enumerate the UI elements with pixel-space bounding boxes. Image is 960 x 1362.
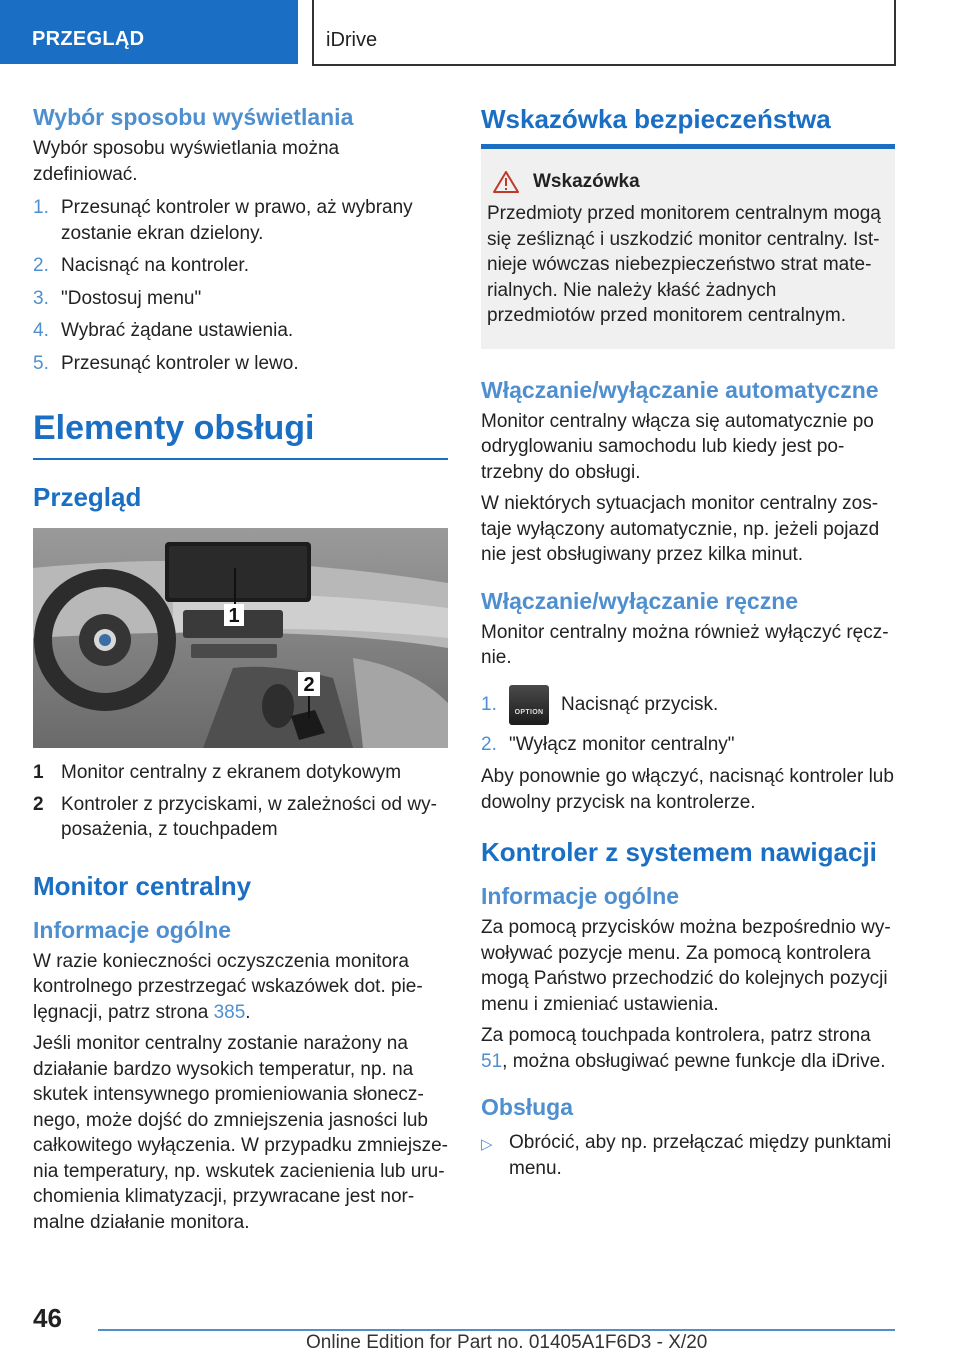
warning-text: Przedmioty przed monitorem centralnym mogą się ześliznąć i uszkodzić monitor centralny. Istnieje wówczas niebezpieczeństwo strat materialnych. Nie należy kłaść żadnych przedmiotów przed monitorem centralnym. (487, 203, 881, 326)
manual-after: Aby ponownie go włączyć, nacisnąć kontroler lub dowolny przycisk na kontrolerze. (481, 766, 894, 813)
step-item (33, 318, 448, 344)
legend-number: 1 (33, 762, 44, 783)
warning-title: Wskazówka (533, 171, 640, 192)
page-number: 46 (33, 1303, 62, 1333)
footer-rule (98, 1329, 895, 1331)
step-number: 2. (481, 733, 497, 755)
section-tab (0, 0, 298, 64)
monitor-heading: Monitor centralny (33, 870, 252, 901)
operation-list (481, 1130, 895, 1181)
step-item (481, 732, 895, 758)
controller-general-heading: Informacje ogólne (481, 883, 680, 909)
step-number: 5. (33, 352, 49, 374)
overview-heading: Przegląd (33, 482, 142, 512)
page-link-385[interactable]: 385 (213, 1001, 246, 1023)
warning-box (481, 149, 895, 349)
display-mode-intro: Wybór sposobu wyświetlania można zdefiniować. (33, 138, 340, 185)
step-text: Nacisnąć na kontroler. (61, 255, 249, 276)
chapter-title: iDrive (326, 29, 378, 51)
step-number: 2. (33, 255, 49, 276)
step-item (33, 286, 448, 312)
chapter-tab (312, 0, 896, 66)
legend-item (33, 792, 448, 843)
dashboard-illustration (33, 528, 448, 748)
display-mode-heading: Wybór sposobu wyświetlania (33, 104, 354, 130)
page-link-51[interactable]: 51 (481, 1050, 503, 1072)
step-number: 3. (33, 287, 49, 309)
left-column (33, 98, 448, 1241)
step-text: Wybrać żądane ustawienia. (61, 320, 294, 341)
dashboard-photo (33, 528, 448, 748)
operation-heading: Obsługa (481, 1094, 574, 1120)
section-title: PRZEGLĄD (32, 28, 145, 50)
manual-intro: Monitor centralny można również wyłączyć ręcznie. (481, 621, 889, 668)
step-text: Przesunąć kontroler w prawo, aż wybrany zostanie ekran dzielony. (61, 197, 413, 244)
step-item (33, 253, 448, 279)
option-icon-label: OPTION (514, 708, 544, 716)
step-item (481, 685, 895, 725)
controller-p2-end: , można obsługiwać pewne funkcje dla iDrive. (502, 1050, 886, 1072)
legend-text: Monitor centralny z ekranem dotykowym (61, 762, 402, 783)
legend-item (33, 760, 448, 786)
manual-steps (481, 685, 895, 758)
general-p1-end: . (245, 1001, 251, 1023)
figure-legend (33, 760, 448, 843)
step-text: "Wyłącz monitor centralny" (509, 733, 735, 755)
triangle-bullet-icon: ▷ (481, 1136, 493, 1153)
display-steps (33, 195, 448, 376)
operation-text: Obrócić, aby np. przełączać między punktami menu. (509, 1132, 892, 1179)
step-text: "Dostosuj menu" (61, 287, 202, 309)
footer-edition: Online Edition for Part no. 01405A1F6D3 - X/20 (306, 1332, 708, 1353)
step-number: 4. (33, 320, 49, 341)
step-text-label: Nacisnąć przycisk. (561, 693, 719, 715)
step-number: 1. (481, 693, 497, 715)
warning-triangle-icon (493, 171, 519, 193)
auto-paragraph-1: Monitor centralny włącza się automatycznie po odryglowaniu samochodu lub kiedy jest potrzebny do obsługi. (481, 410, 874, 483)
auto-paragraph-2: W niektórych sytuacjach monitor centralny zostaje wyłączony automatycznie, np. jeżeli pojazd nie jest obsługiwany przez kilka minut. (481, 493, 880, 565)
general-p1-text: W razie konieczności oczyszczenia monitora kontrolnego przestrzegać wskazówek dot. pielęgnacji, patrz strona (33, 950, 423, 1023)
general-paragraph-1 (33, 949, 448, 1026)
controller-p2-text: Za pomocą touchpada kontrolera, patrz strona (481, 1025, 871, 1046)
safety-heading: Wskazówka bezpieczeństwa (481, 104, 831, 134)
step-item (33, 195, 448, 246)
controller-paragraph-2 (481, 1023, 895, 1074)
auto-heading: Włączanie/wyłączanie automatyczne (481, 376, 879, 403)
controller-paragraph-1: Za pomocą przycisków można bezpośrednio wywoływać pozycje menu. Za pomocą kontrolera mogą Państwo przechodzić do kolejnych pozycji menu i zmieniać ustawienia. (481, 917, 891, 1015)
operation-item (481, 1130, 895, 1181)
right-column (481, 98, 895, 1181)
legend-number: 2 (33, 793, 44, 815)
manual-heading: Włączanie/wyłączanie ręczne (481, 587, 799, 614)
general-heading: Informacje ogólne (33, 916, 232, 943)
step-text (509, 685, 895, 725)
legend-text: Kontroler z przyciskami, w zależności od wyposażenia, z touchpadem (61, 793, 437, 840)
option-button-icon (509, 685, 549, 725)
controller-heading: Kontroler z systemem nawigacji (481, 837, 877, 867)
warning-title-row (487, 171, 889, 193)
callout-2: 2 (303, 674, 315, 696)
step-item (33, 351, 448, 377)
controls-heading: Elementy obsługi (33, 406, 448, 460)
callout-1: 1 (228, 605, 240, 627)
step-text: Przesunąć kontroler w lewo. (61, 352, 299, 374)
step-number: 1. (33, 197, 49, 218)
general-paragraph-2: Jeśli monitor centralny zostanie narażony na działanie bardzo wysokich temperatur, np. na skutek intensywnego promieniowania słonecznego, może dojść do zmniejszenia jasności lub całkowitego wyłączenia. W przypadku zmniejszenia temperatury, np. wskutek zacienienia lub uruchomienia klimatyzacji, przywracane jest normalne działanie monitora. (33, 1033, 448, 1233)
